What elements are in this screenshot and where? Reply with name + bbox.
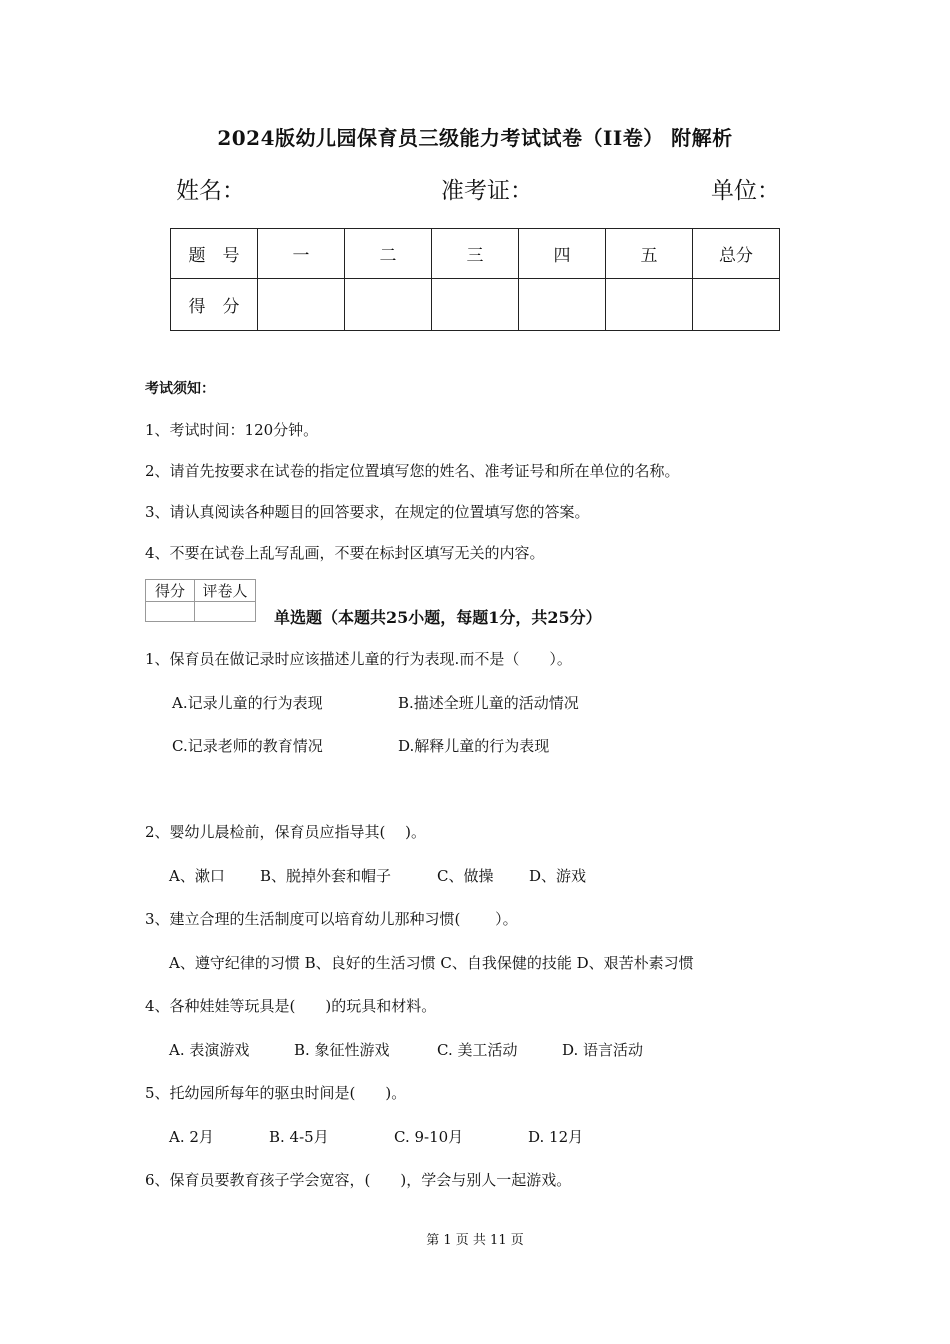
- question-stem: 2、婴幼儿晨检前，保育员应指导其( )。: [145, 823, 427, 841]
- exam-number-field-label: 准考证：: [441, 178, 533, 204]
- question-option: D. 12月: [528, 1128, 584, 1146]
- score-table: [170, 228, 780, 331]
- question-option: D.解释儿童的行为表现: [398, 737, 550, 755]
- grader-box-score-label: 得分: [146, 580, 195, 602]
- notice-item: 1、考试时间：120分钟。: [145, 421, 319, 439]
- question-option: A、漱口: [169, 867, 225, 885]
- question-option: A、遵守纪律的习惯 B、良好的生活习惯 C、自我保健的技能 D、艰苦朴素习惯: [169, 954, 694, 972]
- notice-item: 4、不要在试卷上乱写乱画，不要在标封区填写无关的内容。: [145, 544, 545, 562]
- question-stem: 5、托幼园所每年的驱虫时间是( )。: [145, 1084, 407, 1102]
- question-option: B. 象征性游戏: [294, 1041, 390, 1059]
- question-option: C、做操: [437, 867, 494, 885]
- score-table-header-cell: 四: [519, 229, 606, 279]
- page-footer: 第 1 页 共 11 页: [426, 1233, 524, 1248]
- question-option: D、游戏: [529, 867, 587, 885]
- question-option: C. 9-10月: [394, 1128, 464, 1146]
- score-table-header-cell: 总分: [693, 229, 780, 279]
- score-table-header-row: [171, 229, 780, 279]
- question-stem: 1、保育员在做记录时应该描述儿童的行为表现.而不是（ ）。: [145, 650, 572, 668]
- question-option: C.记录老师的教育情况: [172, 737, 323, 755]
- score-cell[interactable]: [519, 279, 606, 331]
- score-table-header-cell: 二: [345, 229, 432, 279]
- score-cell[interactable]: [693, 279, 780, 331]
- score-cell[interactable]: [432, 279, 519, 331]
- score-table-header-cell: 题 号: [171, 229, 258, 279]
- score-cell[interactable]: [345, 279, 432, 331]
- grader-box-grader-label: 评卷人: [195, 580, 256, 602]
- notice-item: 3、请认真阅读各种题目的回答要求，在规定的位置填写您的答案。: [145, 503, 590, 521]
- section-title: 单选题（本题共25小题，每题1分，共25分）: [274, 608, 602, 627]
- score-table-header-cell: 五: [606, 229, 693, 279]
- question-option: A. 表演游戏: [169, 1041, 250, 1059]
- question-option: B. 4-5月: [269, 1128, 329, 1146]
- name-field-label: 姓名：: [176, 178, 245, 204]
- score-table-score-row: [171, 279, 780, 331]
- page-title: 2024版幼儿园保育员三级能力考试试卷（II卷） 附解析: [217, 126, 733, 150]
- grader-box: [145, 579, 256, 622]
- question-option: A. 2月: [169, 1128, 214, 1146]
- unit-field-label: 单位：: [711, 178, 780, 204]
- notice-title: 考试须知：: [145, 381, 215, 397]
- score-cell[interactable]: [606, 279, 693, 331]
- score-table-header-cell: 三: [432, 229, 519, 279]
- question-option: D. 语言活动: [562, 1041, 644, 1059]
- score-table-row-label: 得 分: [171, 279, 258, 331]
- grader-box-score-cell[interactable]: [146, 602, 195, 622]
- question-stem: 4、各种娃娃等玩具是( )的玩具和材料。: [145, 997, 437, 1015]
- question-option: B.描述全班儿童的活动情况: [398, 694, 579, 712]
- question-option: C. 美工活动: [437, 1041, 518, 1059]
- question-stem: 3、建立合理的生活制度可以培育幼儿那种习惯( ）。: [145, 910, 518, 928]
- notice-item: 2、请首先按要求在试卷的指定位置填写您的姓名、准考证号和所在单位的名称。: [145, 462, 680, 480]
- score-cell[interactable]: [258, 279, 345, 331]
- question-option: A.记录儿童的行为表现: [172, 694, 323, 712]
- grader-box-grader-cell[interactable]: [195, 602, 256, 622]
- question-option: B、脱掉外套和帽子: [260, 867, 392, 885]
- score-table-header-cell: 一: [258, 229, 345, 279]
- question-stem: 6、保育员要教育孩子学会宽容，( )，学会与别人一起游戏。: [145, 1171, 572, 1189]
